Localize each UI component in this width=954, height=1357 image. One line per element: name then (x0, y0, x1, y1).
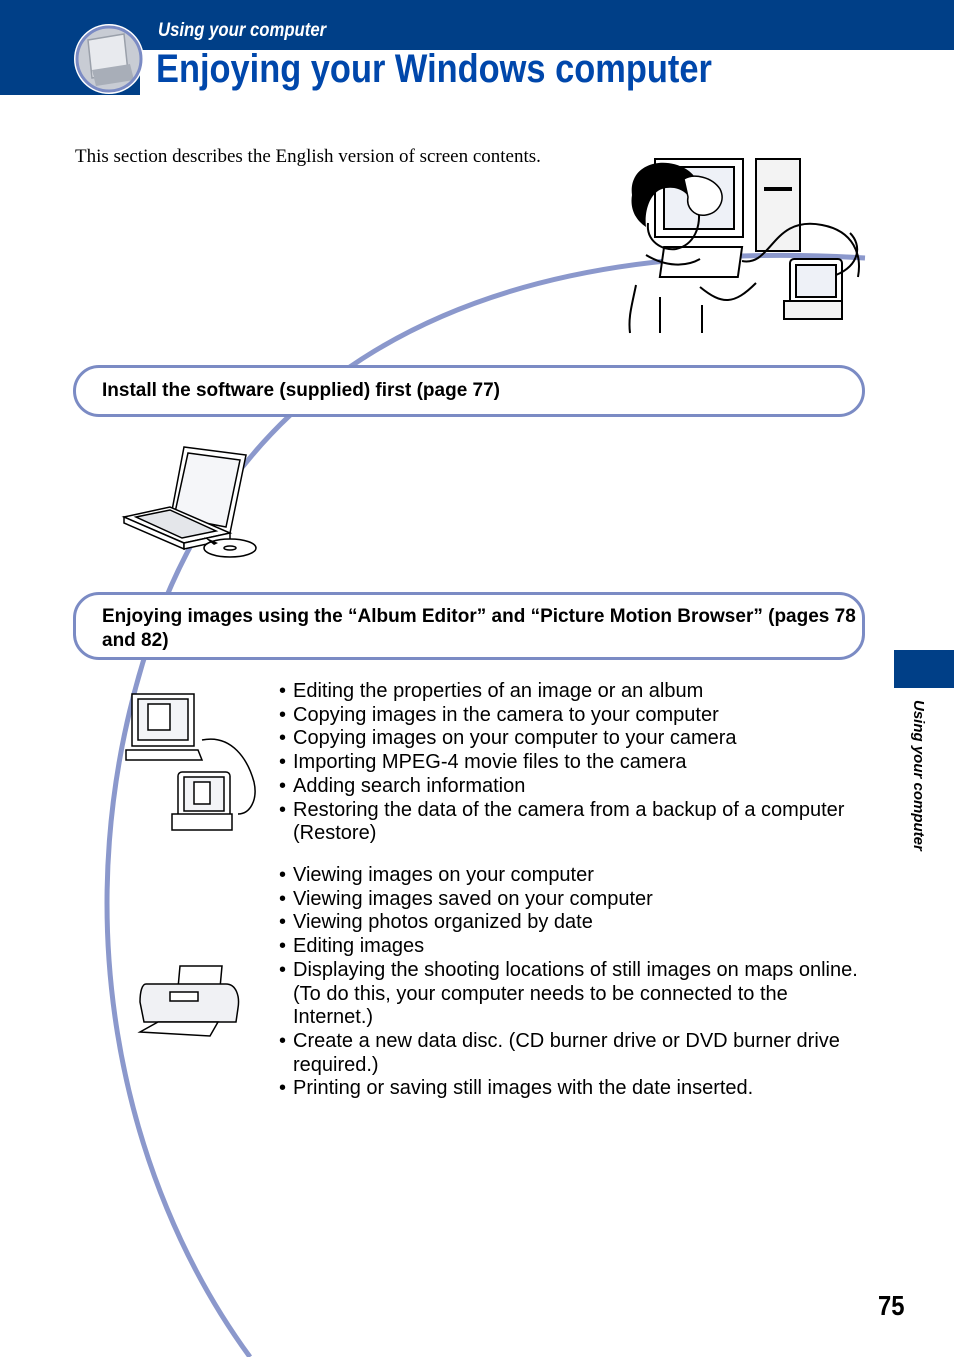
list-item: • Copying images on your computer to your camera (279, 727, 859, 751)
list-item: • Adding search information (279, 775, 859, 799)
step-install-software (73, 365, 865, 417)
section-label: Using your computer (158, 20, 327, 41)
list-item: • Editing images (279, 935, 859, 959)
list-item: • Printing or saving still images with the date inserted. (279, 1077, 859, 1101)
laptop-cd-illustration (118, 445, 260, 561)
list-item: • Create a new data disc. (CD burner drive or DVD burner drive required.) (279, 1030, 859, 1077)
list-item: • Restoring the data of the camera from a backup of a computer (Restore) (279, 799, 859, 846)
list-item: • Displaying the shooting locations of still images on maps online. (To do this, your computer needs to be connected to the Internet.) (279, 959, 859, 1030)
person-computer-illustration (622, 155, 868, 337)
intro-text: This section describes the English version of screen contents. (75, 146, 541, 167)
side-tab-marker (894, 650, 954, 688)
pmb-feature-list (279, 864, 859, 1101)
list-item: • Importing MPEG-4 movie files to the camera (279, 751, 859, 775)
page-number: 75 (878, 1290, 905, 1321)
side-tab-text: Using your computer (910, 700, 927, 851)
list-item: • Viewing images on your computer (279, 864, 859, 888)
list-item: • Viewing images saved on your computer (279, 888, 859, 912)
printer-illustration (136, 962, 242, 1038)
computer-camera-illustration (122, 690, 260, 836)
album-editor-feature-list (279, 680, 859, 846)
page-title: Enjoying your Windows computer (156, 47, 712, 91)
step-enjoy-images (73, 592, 865, 660)
step-install-software-label: Install the software (supplied) first (page 77) (102, 380, 501, 401)
list-item: • Copying images in the camera to your computer (279, 704, 859, 728)
step-enjoy-images-label: Enjoying images using the “Album Editor” and “Picture Motion Browser” (pages 78 and 82) (102, 606, 856, 651)
side-tab-label (893, 700, 933, 870)
list-item: • Editing the properties of an image or an album (279, 680, 859, 704)
list-item: • Viewing photos organized by date (279, 911, 859, 935)
